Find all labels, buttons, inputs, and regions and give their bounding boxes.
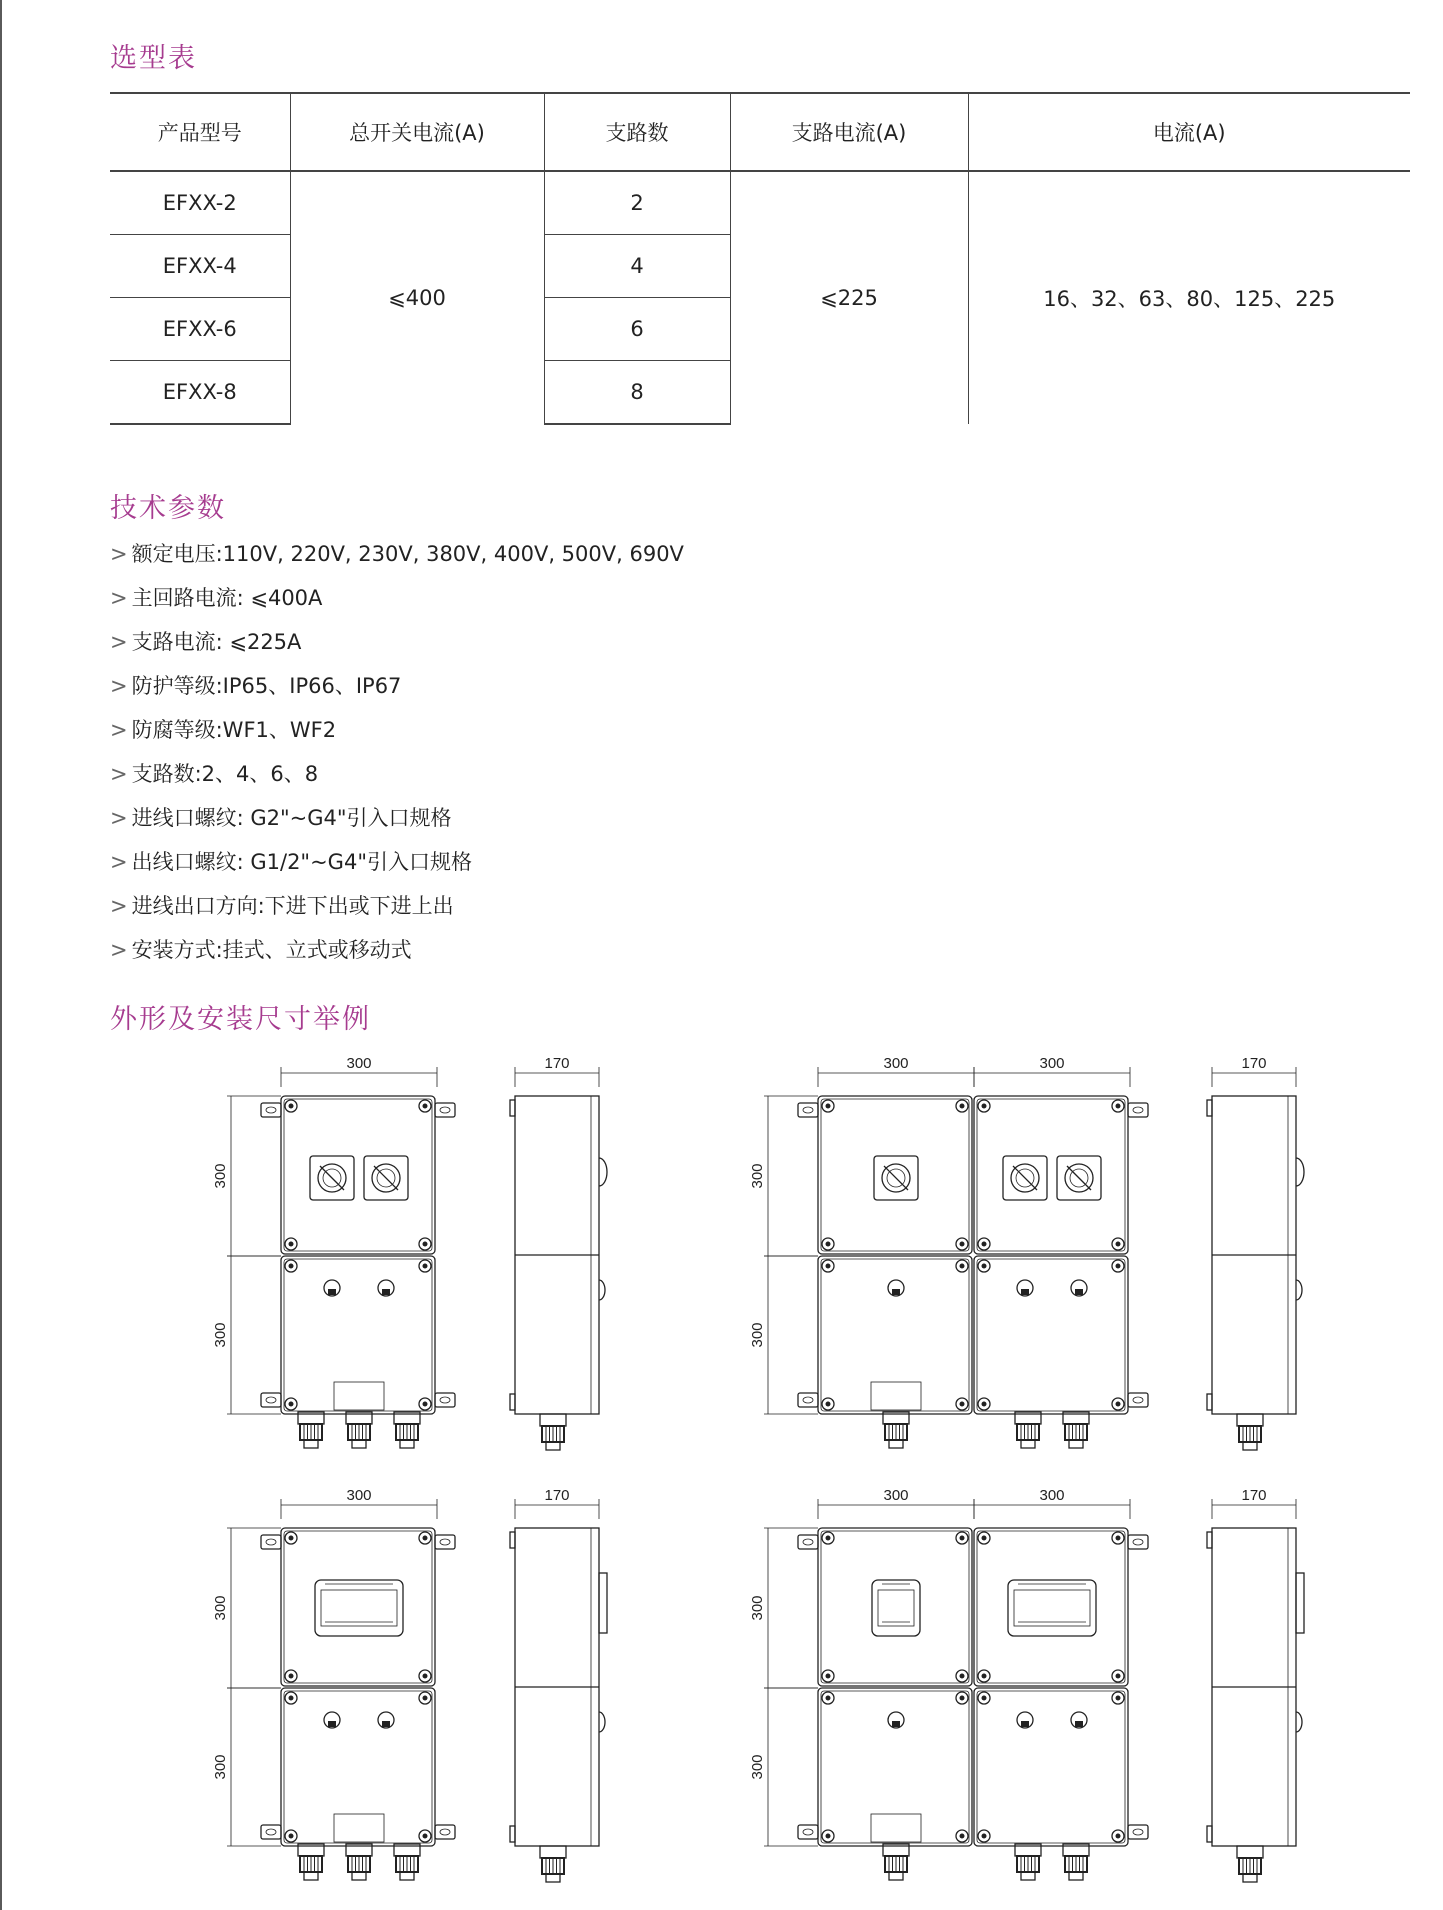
enclosure xyxy=(281,1688,435,1846)
spec-bullet: > xyxy=(110,850,128,874)
model-cell: EFXX-2 xyxy=(110,171,290,235)
spec-bullet: > xyxy=(110,762,128,786)
enclosure-inner xyxy=(977,1099,1125,1251)
main-current-cell: ⩽400 xyxy=(290,171,544,424)
cable-gland xyxy=(889,1440,903,1448)
rotary-switch xyxy=(320,1166,344,1190)
enclosure xyxy=(281,1096,435,1254)
breaker-window xyxy=(872,1580,920,1636)
mounting-ear xyxy=(1128,1393,1148,1407)
enclosure xyxy=(974,1256,1128,1414)
model-cell: EFXX-6 xyxy=(110,298,290,361)
indicator-light xyxy=(328,1289,336,1295)
enclosure-inner xyxy=(284,1259,432,1411)
spec-bullet: > xyxy=(110,718,128,742)
screw xyxy=(423,1536,428,1541)
dimension-label: 300 xyxy=(212,1322,229,1348)
screw xyxy=(423,1696,428,1701)
indicator-light xyxy=(382,1289,390,1295)
spec-bullet: > xyxy=(110,674,128,698)
side-knob xyxy=(599,1158,607,1186)
spec-bullet: > xyxy=(110,586,128,610)
screw xyxy=(289,1696,294,1701)
branch-current-cell: ⩽225 xyxy=(730,171,968,424)
mounting-ear xyxy=(266,1539,276,1545)
model-cell: EFXX-4 xyxy=(110,235,290,298)
spec-bullet: > xyxy=(110,542,128,566)
mounting-ear xyxy=(435,1103,455,1117)
screw xyxy=(423,1402,428,1407)
cable-gland xyxy=(352,1440,366,1448)
terminal-box xyxy=(334,1814,384,1842)
mounting-ear xyxy=(803,1397,813,1403)
screw xyxy=(826,1264,831,1269)
header-model: 产品型号 xyxy=(110,93,290,171)
side-bracket xyxy=(510,1100,515,1116)
screw xyxy=(982,1674,987,1679)
cable-gland xyxy=(546,1442,560,1450)
side-bracket xyxy=(510,1394,515,1410)
spec-item: > 防腐等级:WF1、WF2 xyxy=(110,718,337,742)
screw xyxy=(289,1834,294,1839)
cable-gland xyxy=(304,1872,318,1880)
cable-gland xyxy=(400,1872,414,1880)
screw xyxy=(960,1104,965,1109)
cable-gland xyxy=(1069,1872,1083,1880)
side-indicator xyxy=(1296,1280,1302,1300)
screw xyxy=(289,1242,294,1247)
indicator-light xyxy=(892,1721,900,1727)
side-bracket xyxy=(510,1532,515,1548)
cable-gland xyxy=(540,1414,566,1426)
screw xyxy=(1116,1696,1121,1701)
screw xyxy=(289,1674,294,1679)
mounting-ear xyxy=(435,1393,455,1407)
dimension-label: 300 xyxy=(1039,1055,1065,1072)
cable-gland xyxy=(540,1846,566,1858)
enclosure xyxy=(281,1528,435,1686)
screw xyxy=(982,1104,987,1109)
screw xyxy=(982,1696,987,1701)
breaker-window xyxy=(1008,1580,1096,1636)
mounting-ear xyxy=(261,1393,281,1407)
dimension-label: 300 xyxy=(749,1322,766,1348)
screw xyxy=(960,1264,965,1269)
spec-item: > 进线出口方向:下进下出或下进上出 xyxy=(110,894,454,918)
dimension-label: 170 xyxy=(1241,1487,1267,1504)
current-cell: 16、32、63、80、125、225 xyxy=(968,171,1410,424)
dimension-label: 300 xyxy=(212,1163,229,1189)
mounting-ear xyxy=(1133,1107,1143,1113)
side-bracket xyxy=(1207,1394,1212,1410)
spec-bullet: > xyxy=(110,938,128,962)
spec-item: > 进线口螺纹: G2"~G4"引入口规格 xyxy=(110,806,452,830)
mounting-ear xyxy=(435,1825,455,1839)
enclosure-inner xyxy=(284,1531,432,1683)
screw xyxy=(960,1536,965,1541)
screw xyxy=(982,1264,987,1269)
screw xyxy=(826,1834,831,1839)
breaker-window xyxy=(878,1590,914,1626)
cable-gland xyxy=(546,1874,560,1882)
mounting-ear xyxy=(1128,1825,1148,1839)
spec-item: > 主回路电流: ⩽400A xyxy=(110,586,323,610)
indicator-light xyxy=(1075,1721,1083,1727)
enclosure xyxy=(818,1096,972,1254)
enclosure xyxy=(281,1256,435,1414)
spec-bullet: > xyxy=(110,894,128,918)
spec-item: > 额定电压:110V, 220V, 230V, 380V, 400V, 500V, 690V xyxy=(110,542,684,566)
dimension-label: 300 xyxy=(346,1055,372,1072)
mounting-ear xyxy=(798,1103,818,1117)
cable-gland xyxy=(1237,1414,1263,1426)
screw xyxy=(289,1536,294,1541)
screw xyxy=(1116,1264,1121,1269)
screw xyxy=(826,1242,831,1247)
dimension-label: 300 xyxy=(749,1163,766,1189)
header-main-current: 总开关电流(A) xyxy=(290,93,544,171)
mounting-ear xyxy=(266,1829,276,1835)
side-bracket xyxy=(1207,1100,1212,1116)
cable-gland xyxy=(1243,1442,1257,1450)
spec-item: > 安装方式:挂式、立式或移动式 xyxy=(110,938,412,962)
mounting-ear xyxy=(261,1825,281,1839)
mounting-ear xyxy=(798,1535,818,1549)
screw xyxy=(826,1104,831,1109)
side-bracket xyxy=(1207,1532,1212,1548)
screw xyxy=(826,1536,831,1541)
screw xyxy=(826,1674,831,1679)
rotary-switch xyxy=(1067,1166,1091,1190)
cable-gland xyxy=(1021,1872,1035,1880)
screw xyxy=(982,1242,987,1247)
indicator-light xyxy=(382,1721,390,1727)
side-knob xyxy=(1296,1158,1304,1186)
cable-gland xyxy=(1243,1874,1257,1882)
rotary-switch xyxy=(374,1166,398,1190)
enclosure-inner xyxy=(821,1259,969,1411)
screw xyxy=(960,1696,965,1701)
mounting-ear xyxy=(440,1107,450,1113)
dimension-label: 300 xyxy=(749,1754,766,1780)
enclosure-inner xyxy=(284,1691,432,1843)
dimension-label: 170 xyxy=(1241,1055,1267,1072)
mounting-ear xyxy=(266,1397,276,1403)
spec-item: > 支路电流: ⩽225A xyxy=(110,630,302,654)
screw xyxy=(423,1674,428,1679)
dimension-label: 300 xyxy=(1039,1487,1065,1504)
cable-gland xyxy=(1237,1846,1263,1858)
screw xyxy=(1116,1674,1121,1679)
enclosure-inner xyxy=(977,1531,1125,1683)
mounting-ear xyxy=(1133,1829,1143,1835)
breaker-window xyxy=(321,1590,397,1626)
screw xyxy=(960,1674,965,1679)
breaker-window xyxy=(315,1580,403,1636)
rotary-switch xyxy=(884,1166,908,1190)
side-bracket xyxy=(510,1826,515,1842)
mounting-ear xyxy=(261,1103,281,1117)
screw xyxy=(960,1834,965,1839)
indicator-light xyxy=(892,1289,900,1295)
enclosure xyxy=(974,1528,1128,1686)
screw xyxy=(982,1834,987,1839)
rotary-switch xyxy=(1013,1166,1037,1190)
indicator-light xyxy=(328,1721,336,1727)
screw xyxy=(960,1402,965,1407)
screw xyxy=(423,1834,428,1839)
dimension-label: 170 xyxy=(544,1055,570,1072)
screw xyxy=(960,1242,965,1247)
terminal-box xyxy=(334,1382,384,1410)
mounting-ear xyxy=(1133,1397,1143,1403)
tech-params-title: 技术参数 xyxy=(110,493,226,524)
side-indicator xyxy=(1296,1712,1302,1732)
mounting-ear xyxy=(440,1397,450,1403)
mounting-ear xyxy=(803,1107,813,1113)
screw xyxy=(1116,1834,1121,1839)
terminal-box xyxy=(871,1814,921,1842)
terminal-box xyxy=(871,1382,921,1410)
branch-cell: 8 xyxy=(544,361,730,425)
enclosure-inner xyxy=(977,1259,1125,1411)
mounting-ear xyxy=(1133,1539,1143,1545)
screw xyxy=(1116,1104,1121,1109)
enclosure xyxy=(974,1096,1128,1254)
mounting-ear xyxy=(1128,1103,1148,1117)
screw xyxy=(1116,1402,1121,1407)
selection-table-title: 选型表 xyxy=(110,43,197,74)
screw xyxy=(289,1104,294,1109)
screw xyxy=(982,1402,987,1407)
enclosure-inner xyxy=(821,1531,969,1683)
enclosure-inner xyxy=(284,1099,432,1251)
branch-cell: 2 xyxy=(544,171,730,235)
enclosure xyxy=(818,1528,972,1686)
cable-gland xyxy=(889,1872,903,1880)
branch-cell: 4 xyxy=(544,235,730,298)
dimension-label: 300 xyxy=(346,1487,372,1504)
screw xyxy=(423,1264,428,1269)
cable-gland xyxy=(400,1440,414,1448)
side-handle xyxy=(599,1573,607,1633)
screw xyxy=(826,1402,831,1407)
dimension-label: 300 xyxy=(883,1487,909,1504)
mounting-ear xyxy=(798,1825,818,1839)
spec-bullet: > xyxy=(110,630,128,654)
cable-gland xyxy=(352,1872,366,1880)
spec-item: > 出线口螺纹: G1/2"~G4"引入口规格 xyxy=(110,850,472,874)
mounting-ear xyxy=(798,1393,818,1407)
enclosure-inner xyxy=(977,1691,1125,1843)
mounting-ear xyxy=(266,1107,276,1113)
header-branch-current: 支路电流(A) xyxy=(730,93,968,171)
enclosure-inner xyxy=(821,1099,969,1251)
model-cell: EFXX-8 xyxy=(110,361,290,425)
screw xyxy=(1116,1536,1121,1541)
mounting-ear xyxy=(440,1829,450,1835)
mounting-ear xyxy=(261,1535,281,1549)
cable-gland xyxy=(1021,1440,1035,1448)
mounting-ear xyxy=(1128,1535,1148,1549)
screw xyxy=(423,1104,428,1109)
header-current: 电流(A) xyxy=(968,93,1410,171)
screw xyxy=(1116,1242,1121,1247)
screw xyxy=(423,1242,428,1247)
cable-gland xyxy=(304,1440,318,1448)
spec-item: > 支路数:2、4、6、8 xyxy=(110,762,319,786)
dimension-label: 300 xyxy=(212,1595,229,1621)
mounting-ear xyxy=(440,1539,450,1545)
indicator-light xyxy=(1021,1289,1029,1295)
enclosure-inner xyxy=(821,1691,969,1843)
dimension-label: 300 xyxy=(883,1055,909,1072)
enclosure xyxy=(974,1688,1128,1846)
dimension-label: 170 xyxy=(544,1487,570,1504)
side-handle xyxy=(1296,1573,1304,1633)
branch-cell: 6 xyxy=(544,298,730,361)
indicator-light xyxy=(1075,1289,1083,1295)
screw xyxy=(289,1402,294,1407)
spec-item: > 防护等级:IP65、IP66、IP67 xyxy=(110,674,402,698)
breaker-window xyxy=(1014,1590,1090,1626)
dimensions-title: 外形及安装尺寸举例 xyxy=(110,1004,371,1035)
mounting-ear xyxy=(803,1829,813,1835)
side-bracket xyxy=(1207,1826,1212,1842)
mounting-ear xyxy=(803,1539,813,1545)
mounting-ear xyxy=(435,1535,455,1549)
indicator-light xyxy=(1021,1721,1029,1727)
screw xyxy=(289,1264,294,1269)
side-indicator xyxy=(599,1280,605,1300)
header-branches: 支路数 xyxy=(544,93,730,171)
side-indicator xyxy=(599,1712,605,1732)
cable-gland xyxy=(1069,1440,1083,1448)
spec-bullet: > xyxy=(110,806,128,830)
screw xyxy=(982,1536,987,1541)
screw xyxy=(826,1696,831,1701)
dimension-label: 300 xyxy=(749,1595,766,1621)
dimension-label: 300 xyxy=(212,1754,229,1780)
